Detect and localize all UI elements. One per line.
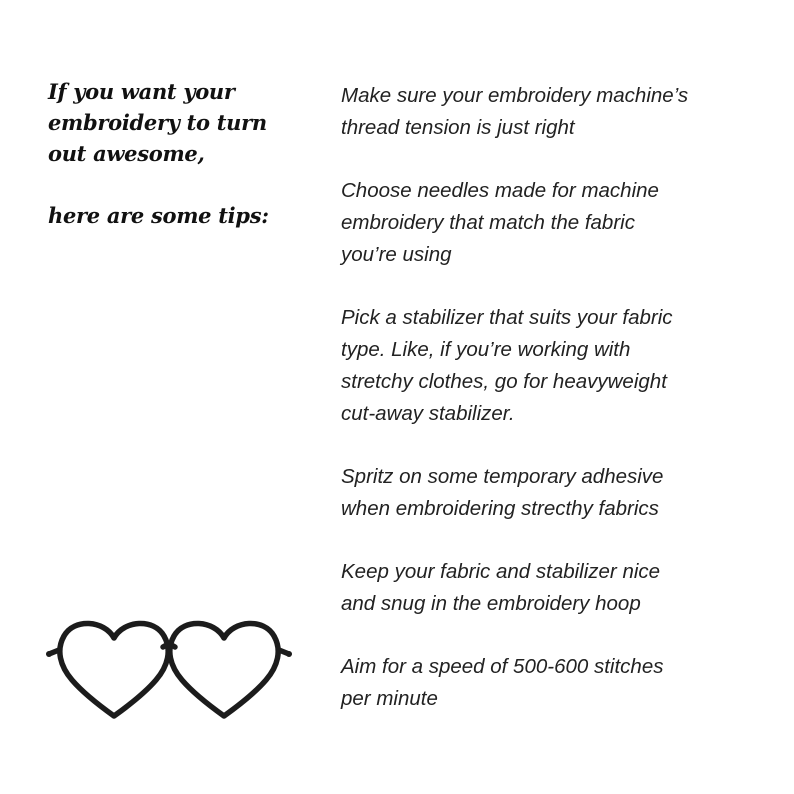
intro-line: embroidery to turn xyxy=(48,110,267,135)
tip-line: Aim for a speed of 500-600 stitches xyxy=(341,655,664,678)
tip-line: when embroidering strecthy fabrics xyxy=(341,497,659,520)
tip-line: embroidery that match the fabric xyxy=(341,211,635,234)
intro-line: If you want your xyxy=(48,79,235,104)
tip-needles xyxy=(341,175,761,271)
tips-list xyxy=(341,80,761,746)
tip-stabilizer xyxy=(341,302,761,430)
tip-line: and snug in the embroidery hoop xyxy=(341,592,641,615)
tip-adhesive xyxy=(341,461,761,525)
intro-line: here are some tips: xyxy=(48,203,269,228)
heart-sunglasses-icon xyxy=(44,614,294,722)
tip-thread-tension xyxy=(341,80,761,144)
tip-line: Keep your fabric and stabilizer nice xyxy=(341,560,661,583)
tip-line: Spritz on some temporary adhesive xyxy=(341,465,664,488)
tip-line: you’re using xyxy=(341,243,452,266)
intro-heading xyxy=(48,76,298,231)
tip-hoop xyxy=(341,556,761,620)
tip-line: cut-away stabilizer. xyxy=(341,402,515,425)
tip-line: Pick a stabilizer that suits your fabric xyxy=(341,306,673,329)
tip-line: per minute xyxy=(341,687,438,710)
tip-line: Make sure your embroidery machine’s xyxy=(341,84,689,107)
tip-line: type. Like, if you’re working with xyxy=(341,338,631,361)
tip-line: Choose needles made for machine xyxy=(341,179,659,202)
intro-line: out awesome, xyxy=(48,141,205,166)
tip-line: thread tension is just right xyxy=(341,116,575,139)
tip-line: stretchy clothes, go for heavyweight xyxy=(341,370,667,393)
intro-spacer xyxy=(48,169,298,200)
tip-speed xyxy=(341,651,761,715)
